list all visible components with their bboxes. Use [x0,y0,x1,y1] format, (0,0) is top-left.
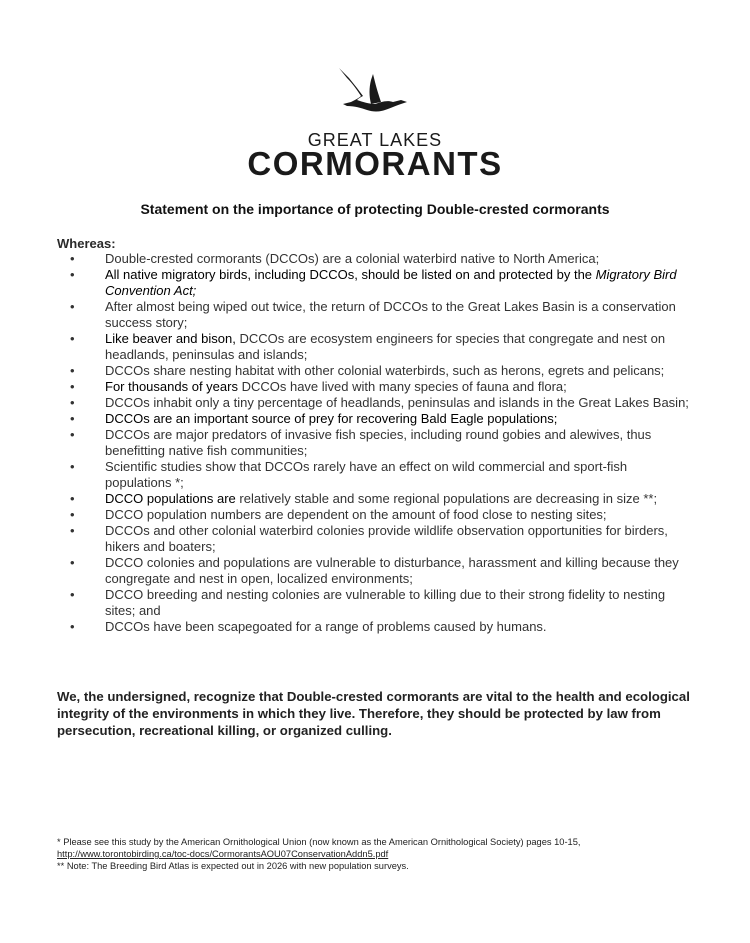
list-item-text: DCCOs have been scapegoated for a range of problems caused by humans. [105,619,547,634]
list-item [57,427,697,459]
list-item-lead: For thousands of years [105,379,242,394]
bullet-icon: • [70,395,75,410]
bullet-icon: • [70,507,75,522]
list-item-text: DCCOs share nesting habitat with other colonial waterbirds, such as herons, egrets and pelicans; [105,363,665,378]
list-item-text: DCCO breeding and nesting colonies are vulnerable to killing due to their strong fidelity to nesting sites; and [105,587,666,618]
bullet-icon: • [70,491,75,506]
bullet-icon: • [70,587,75,602]
cormorant-bird-icon [335,66,415,122]
whereas-label: Whereas: [57,236,116,251]
bullet-icon: • [70,267,75,282]
list-item-text: DCCOs have lived with many species of fauna and flora; [241,379,567,394]
list-item-italic: Migratory Bird Convention Act; [105,267,677,298]
list-item-text: DCCO colonies and populations are vulnerable to disturbance, harassment and killing because they congregate and nest in open, localized environments; [105,555,679,586]
list-item-text: Double-crested cormorants (DCCOs) are a colonial waterbird native to North America; [105,251,600,266]
logo-line-2: CORMORANTS [247,145,503,182]
list-item-lead: DCCO populations are [105,491,240,506]
bullet-icon: • [70,251,75,266]
bullet-icon: • [70,331,75,346]
bullet-icon: • [70,411,75,426]
logo-line-1: GREAT LAKES [307,130,443,150]
list-item-text: DCCOs are ecosystem engineers for species that congregate and nest on headlands, peninsulas and islands; [105,331,666,362]
list-item [57,395,697,411]
bullet-icon: • [70,299,75,314]
list-item [57,587,697,619]
list-item [57,267,697,299]
list-item-lead: All native migratory birds, including DCCOs, should be listed on and protected by the [105,267,596,282]
list-item-text: DCCOs inhabit only a tiny percentage of headlands, peninsulas and islands in the Great Lakes Basin; [105,395,689,410]
list-item [57,491,697,507]
bullet-icon: • [70,523,75,538]
list-item [57,507,697,523]
list-item [57,459,697,491]
bullet-icon: • [70,379,75,394]
list-item-text: relatively stable and some regional populations are decreasing in size **; [239,491,658,506]
footnotes [57,836,717,872]
list-item-text: DCCOs are major predators of invasive fish species, including round gobies and alewives, thus benefitting native fish communities; [105,427,652,458]
footnote-1: * Please see this study by the American Ornithological Union (now known as the American Ornithological Society) pages 10-15, [57,837,581,847]
logo [0,66,750,122]
study-link[interactable]: http://www.torontobirding.ca/toc-docs/CormorantsAOU07ConservationAddn5.pdf [57,849,389,859]
list-item-text: DCCO population numbers are dependent on the amount of food close to nesting sites; [105,507,607,522]
bullet-icon: • [70,459,75,474]
list-item [57,331,697,363]
footnote-2: ** Note: The Breeding Bird Atlas is expected out in 2026 with new population surveys. [57,861,409,871]
list-item [57,379,697,395]
list-item-lead: DCCOs are an important source of prey for recovering Bald Eagle populations; [105,411,558,426]
list-item [57,619,697,635]
list-item-text: DCCOs and other colonial waterbird colonies provide wildlife observation opportunities for birders, hikers and boaters; [105,523,668,554]
whereas-list [57,251,697,635]
closing-statement: We, the undersigned, recognize that Double-crested cormorants are vital to the health and ecological integrity of the environments in which they live. Therefore, they should be protected by law from persecution, recreational killing, or organized culling. [57,689,690,738]
list-item-lead: Like beaver and bison, [105,331,240,346]
document-title: Statement on the importance of protecting Double-crested cormorants [140,201,610,217]
bullet-icon: • [70,363,75,378]
list-item [57,251,697,267]
list-item [57,363,697,379]
list-item-text: Scientific studies show that DCCOs rarely have an effect on wild commercial and sport-fish populations *; [105,459,628,490]
bullet-icon: • [70,427,75,442]
list-item [57,299,697,331]
list-item [57,555,697,587]
list-item [57,411,697,427]
bullet-icon: • [70,619,75,634]
list-item [57,523,697,555]
bullet-icon: • [70,555,75,570]
list-item-text: After almost being wiped out twice, the return of DCCOs to the Great Lakes Basin is a conservation success story; [105,299,676,330]
